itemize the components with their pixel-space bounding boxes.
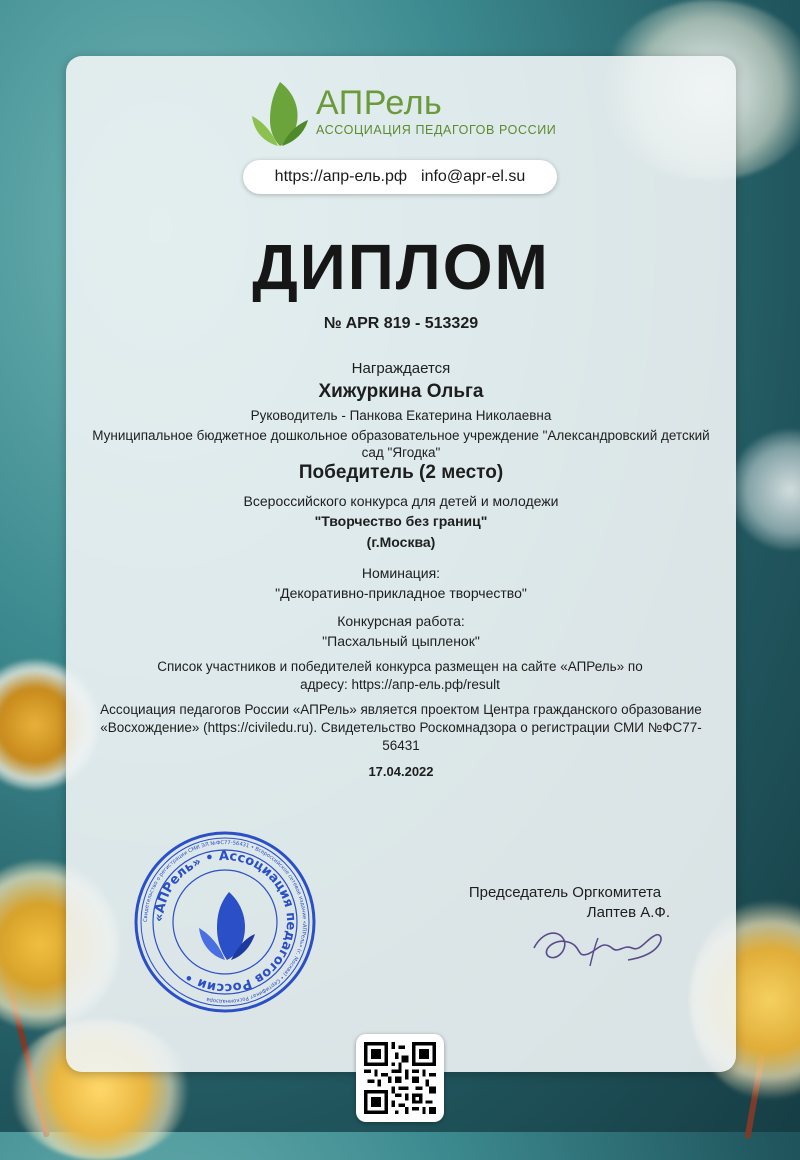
contest-city: (г.Москва) (366, 534, 436, 550)
leaf-logo-icon (250, 80, 310, 150)
nomination-label: Номинация: (361, 565, 441, 581)
diploma-title: ДИПЛОМ (252, 231, 550, 303)
organization-name: Муниципальное бюджетное дошкольное образовательное учреждение "Александровский детский сад "Ягодка" (92, 428, 710, 460)
contact-pill (243, 160, 557, 194)
seal-leaf-icon (199, 892, 255, 960)
logo-title: АПРель (316, 84, 443, 122)
qr-code-icon (364, 1042, 436, 1114)
website-link[interactable]: https://апр-ель.рф (274, 168, 408, 185)
logo-subtitle: АССОЦИАЦИЯ ПЕДАГОГОВ РОССИИ (316, 123, 557, 137)
work-label: Конкурсная работа: (337, 613, 465, 629)
chairman-title: Председатель Оргкомитета (468, 884, 662, 901)
diploma-number: № APR 819 - 513329 (323, 315, 479, 332)
leader-line: Руководитель - Панкова Екатерина Николаевна (250, 408, 552, 423)
nomination-value: "Декоративно-прикладное творчество" (275, 585, 527, 601)
contest-name: "Творчество без границ" (314, 513, 488, 529)
qr-code-box (356, 1034, 444, 1122)
handwritten-signature (528, 918, 668, 968)
recipient-name: Хижуркина Ольга (318, 381, 484, 402)
issue-date: 17.04.2022 (368, 764, 434, 779)
work-value: "Пасхальный цыпленок" (322, 633, 480, 649)
chairman-name: Лаптев А.Ф. (586, 904, 670, 921)
association-info: Ассоциация педагогов России «АПРель» является проектом Центра гражданского образование «Восхождение» (https://civiledu.ru). Свидетельство Роскомнадзора о регистрации СМИ №ФС77-56431 (100, 702, 702, 753)
contest-description: Всероссийского конкурса для детей и молодежи (243, 493, 559, 509)
background-catkin (730, 430, 800, 550)
association-logo (250, 80, 560, 150)
email-link[interactable]: info@apr-el.su (421, 168, 526, 185)
association-seal (133, 830, 317, 1014)
results-list-info: Список участников и победителей конкурса размещен на сайте «АПРель» по адресу: https://апр-ель.рф/result (157, 659, 643, 692)
award-place: Победитель (2 место) (298, 462, 504, 483)
seal-ring-text: Свидетельство о регистрации СМИ ЭЛ №ФС77-56431 • Всероссийское сетевое издание «АПРель» (г. Москва) • Сертификат Роскомнадзора (142, 839, 308, 1005)
seal-outer-text: «АПРель» • Ассоциация педагогов России • (151, 848, 299, 996)
awarded-label: Награждается (351, 360, 451, 377)
